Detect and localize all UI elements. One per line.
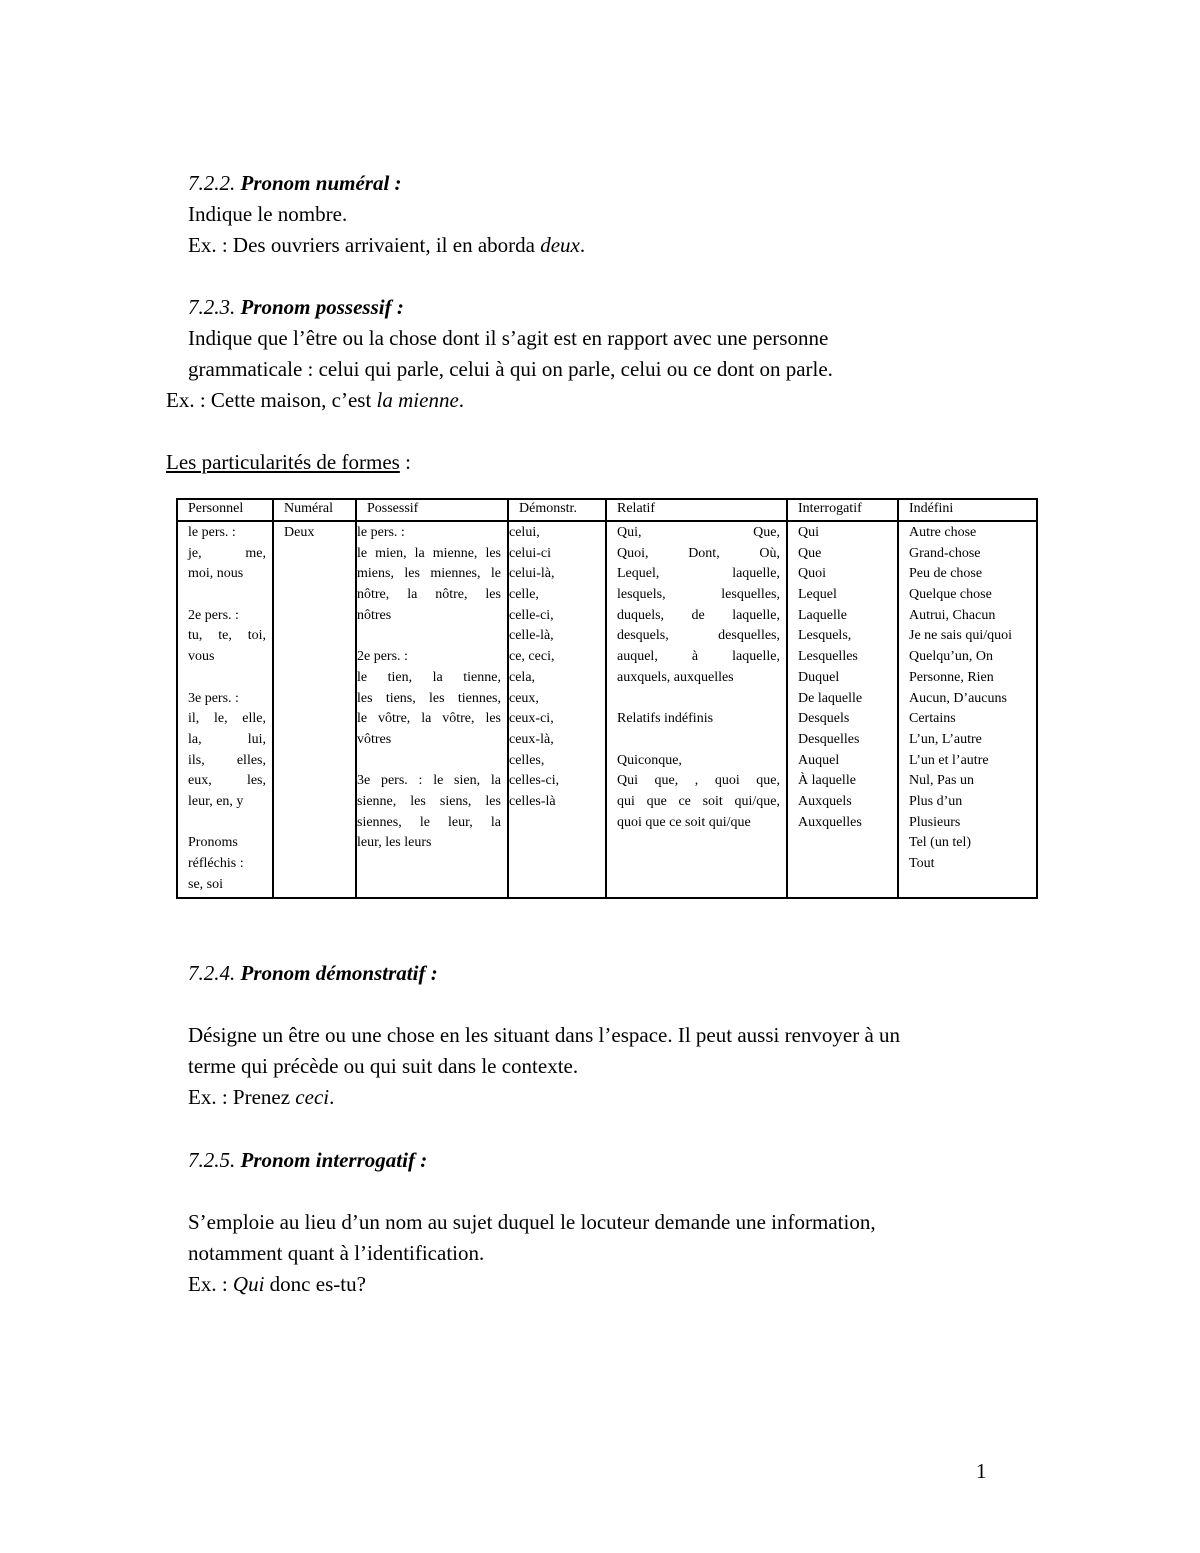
cell-line bbox=[617, 730, 786, 751]
section-title: Pronom démonstratif : bbox=[240, 961, 438, 985]
page-number: 1 bbox=[976, 1459, 987, 1483]
cell-line: celui-ci bbox=[509, 545, 551, 561]
cell-line: qui que ce soit qui/que, bbox=[617, 793, 780, 809]
cell-line: miens, les miennes, le bbox=[357, 566, 501, 582]
example-prefix: Ex. : Cette maison, c’est bbox=[166, 388, 377, 412]
cell-line: desquels, desquelles, bbox=[617, 628, 780, 644]
cell-line: Auquel bbox=[798, 752, 840, 768]
section-724-text-1: Désigne un être ou une chose en les situant dans l’espace. Il peut aussi renvoyer à un bbox=[188, 1023, 901, 1047]
cell-line: la, lui, bbox=[188, 731, 266, 747]
cell-line: moi, nous bbox=[188, 566, 244, 582]
section-722-heading bbox=[188, 170, 402, 196]
section-number: 7.2.2. bbox=[188, 171, 236, 195]
section-724-heading bbox=[188, 960, 438, 986]
cell-line: Quelqu’un, On bbox=[909, 649, 993, 665]
cell-line: Qui, Que, bbox=[617, 525, 780, 540]
section-723-text-2: grammaticale : celui qui parle, celui à qui on parle, celui ou ce dont on parle. bbox=[188, 357, 833, 381]
cell-line: celui-là, bbox=[509, 566, 555, 582]
cell-line: Quelque chose bbox=[909, 587, 992, 603]
cell-line: Aucun, D’aucuns bbox=[909, 690, 1007, 706]
cell-line: Desquelles bbox=[798, 731, 860, 747]
cell-line: Peu de chose bbox=[909, 566, 983, 582]
cell-line: le tien, la tienne, bbox=[357, 669, 501, 685]
section-724-text-2: terme qui précède ou qui suit dans le contexte. bbox=[188, 1054, 579, 1078]
section-724-example bbox=[188, 1084, 334, 1110]
cell-line: auxquels, auxquelles bbox=[617, 669, 734, 685]
cell-line: Lequel bbox=[798, 587, 837, 603]
cell-line: celui, bbox=[509, 525, 540, 540]
cell-line bbox=[188, 585, 272, 606]
cell-line: ceux-ci, bbox=[509, 711, 554, 727]
header-personnel: Personnel bbox=[177, 499, 273, 521]
cell-line: le vôtre, la vôtre, les bbox=[357, 711, 501, 727]
cell-line: leur, en, y bbox=[188, 793, 244, 809]
cell-line: Certains bbox=[909, 711, 956, 727]
cell-line: nôtre, la nôtre, les bbox=[357, 587, 501, 603]
cell-line: Tel (un tel) bbox=[909, 835, 971, 851]
cell-line: duquels, de laquelle, bbox=[617, 607, 780, 623]
header-indefini: Indéfini bbox=[898, 499, 1037, 521]
cell-line: celles-ci, bbox=[509, 773, 560, 789]
cell-line: le pers. : bbox=[188, 525, 236, 540]
example-suffix: . bbox=[579, 233, 586, 257]
example-italic: ceci bbox=[295, 1085, 330, 1109]
cell-line: ceux, bbox=[509, 690, 539, 706]
personnel-cell bbox=[177, 521, 273, 898]
section-title: Pronom interrogatif : bbox=[240, 1148, 428, 1172]
cell-line: leur, les leurs bbox=[357, 835, 432, 851]
cell-line: Pronoms bbox=[188, 835, 238, 851]
example-prefix: Ex. : bbox=[188, 1272, 233, 1296]
cell-line: Autrui, Chacun bbox=[909, 607, 996, 623]
section-725-heading bbox=[188, 1147, 427, 1173]
cell-line: cela, bbox=[509, 669, 536, 685]
section-title: Pronom numéral : bbox=[240, 171, 402, 195]
indefini-cell bbox=[898, 521, 1037, 898]
cell-line: Quiconque, bbox=[617, 752, 682, 768]
cell-line bbox=[357, 751, 507, 772]
section-725-example bbox=[188, 1271, 366, 1297]
cell-line: Personne, Rien bbox=[909, 669, 994, 685]
example-prefix: Ex. : Des ouvriers arrivaient, il en aborda bbox=[188, 233, 541, 257]
section-725-text-1: S’emploie au lieu d’un nom au sujet duquel le locuteur demande une information, bbox=[188, 1210, 876, 1234]
cell-line: sienne, les siens, les bbox=[357, 793, 501, 809]
example-italic: Qui bbox=[232, 1272, 265, 1296]
cell-line: auquel, à laquelle, bbox=[617, 649, 780, 665]
cell-line: celles, bbox=[509, 752, 545, 768]
numeral-cell bbox=[273, 521, 356, 898]
cell-line: Quoi bbox=[798, 566, 826, 582]
cell-line: Tout bbox=[909, 856, 935, 871]
cell-line: il, le, elle, bbox=[188, 711, 266, 727]
cell-line: Relatifs indéfinis bbox=[617, 711, 714, 727]
cell-line: À laquelle bbox=[798, 773, 856, 789]
cell-line: vôtres bbox=[357, 731, 392, 747]
cell-line bbox=[357, 626, 507, 647]
section-number: 7.2.4. bbox=[188, 961, 236, 985]
pronoun-forms-table bbox=[176, 498, 1038, 899]
cell-line: nôtres bbox=[357, 607, 392, 623]
example-prefix: Ex. : Prenez bbox=[188, 1085, 296, 1109]
cell-line: Laquelle bbox=[798, 607, 847, 623]
cell-line: Deux bbox=[284, 525, 315, 540]
cell-line: 3e pers. : le sien, la bbox=[357, 773, 501, 789]
cell-line: Quoi, Dont, Où, bbox=[617, 545, 780, 561]
cell-line: ce, ceci, bbox=[509, 649, 555, 665]
cell-line: 3e pers. : bbox=[188, 690, 239, 706]
cell-line: celles-là bbox=[509, 793, 556, 809]
table-row bbox=[177, 521, 1037, 898]
cell-line: ceux-là, bbox=[509, 731, 554, 747]
header-interrogatif: Interrogatif bbox=[787, 499, 898, 521]
cell-line: Desquels bbox=[798, 711, 850, 727]
cell-line: Lequel, laquelle, bbox=[617, 566, 780, 582]
cell-line bbox=[188, 668, 272, 689]
section-722-example bbox=[188, 232, 585, 258]
cell-line: 2e pers. : bbox=[357, 649, 408, 665]
cell-line: Auxquelles bbox=[798, 814, 862, 830]
interrogatif-cell bbox=[787, 521, 898, 898]
example-italic: deux bbox=[540, 233, 580, 257]
header-numeral: Numéral bbox=[273, 499, 356, 521]
cell-line: ils, elles, bbox=[188, 752, 266, 768]
section-723-heading bbox=[188, 294, 404, 320]
header-demonstratif: Démonstr. bbox=[508, 499, 606, 521]
cell-line bbox=[617, 689, 786, 710]
relatif-cell bbox=[606, 521, 787, 898]
cell-line: Lesquelles bbox=[798, 649, 858, 665]
cell-line: les tiens, les tiennes, bbox=[357, 690, 501, 706]
cell-line: Que bbox=[798, 545, 822, 561]
possessif-cell bbox=[356, 521, 508, 898]
cell-line: vous bbox=[188, 649, 215, 665]
cell-line: tu, te, toi, bbox=[188, 628, 266, 644]
cell-line: eux, les, bbox=[188, 773, 266, 789]
cell-line: celle, bbox=[509, 587, 539, 603]
forms-heading bbox=[166, 449, 411, 475]
cell-line: 2e pers. : bbox=[188, 607, 239, 623]
example-suffix: . bbox=[458, 388, 465, 412]
example-italic: la mienne bbox=[376, 388, 459, 412]
cell-line: le pers. : bbox=[357, 525, 405, 540]
header-relatif: Relatif bbox=[606, 499, 787, 521]
example-suffix: . bbox=[329, 1085, 335, 1109]
cell-line: celle-là, bbox=[509, 628, 554, 644]
section-723-text-1: Indique que l’être ou la chose dont il s’agit est en rapport avec une personne bbox=[188, 326, 829, 350]
cell-line: se, soi bbox=[188, 876, 223, 892]
cell-line: Grand-chose bbox=[909, 545, 981, 561]
cell-line: Plusieurs bbox=[909, 814, 961, 830]
cell-line bbox=[188, 813, 272, 834]
cell-line: le mien, la mienne, les bbox=[357, 545, 501, 561]
cell-line: siennes, le leur, la bbox=[357, 814, 501, 830]
forms-heading-suffix: : bbox=[399, 450, 411, 474]
section-722-text: Indique le nombre. bbox=[188, 202, 348, 226]
cell-line: Qui bbox=[798, 525, 819, 540]
section-title: Pronom possessif : bbox=[240, 295, 404, 319]
section-number: 7.2.3. bbox=[188, 295, 236, 319]
example-suffix: donc es-tu? bbox=[264, 1272, 366, 1296]
cell-line: Autre chose bbox=[909, 525, 977, 540]
section-number: 7.2.5. bbox=[188, 1148, 236, 1172]
section-725-text-2: notamment quant à l’identification. bbox=[188, 1241, 485, 1265]
cell-line: Duquel bbox=[798, 669, 840, 685]
cell-line: je, me, bbox=[188, 545, 266, 561]
cell-line: Je ne sais qui/quoi bbox=[909, 628, 1013, 644]
cell-line: lesquels, lesquelles, bbox=[617, 587, 780, 603]
forms-heading-text: Les particularités de formes bbox=[166, 450, 400, 474]
table-header-row bbox=[177, 499, 1037, 521]
section-723-example bbox=[166, 387, 464, 413]
cell-line: quoi que ce soit qui/que bbox=[617, 814, 751, 830]
cell-line: L’un et l’autre bbox=[909, 752, 989, 768]
cell-line: Plus d’un bbox=[909, 793, 963, 809]
cell-line: Lesquels, bbox=[798, 628, 852, 644]
demonstratif-cell bbox=[508, 521, 606, 898]
cell-line: celle-ci, bbox=[509, 607, 554, 623]
cell-line: Auxquels bbox=[798, 793, 852, 809]
cell-line: Nul, Pas un bbox=[909, 773, 974, 789]
cell-line: Qui que, , quoi que, bbox=[617, 773, 780, 789]
cell-line: L’un, L’autre bbox=[909, 731, 982, 747]
cell-line: réfléchis : bbox=[188, 856, 244, 871]
header-possessif: Possessif bbox=[356, 499, 508, 521]
cell-line: De laquelle bbox=[798, 690, 863, 706]
